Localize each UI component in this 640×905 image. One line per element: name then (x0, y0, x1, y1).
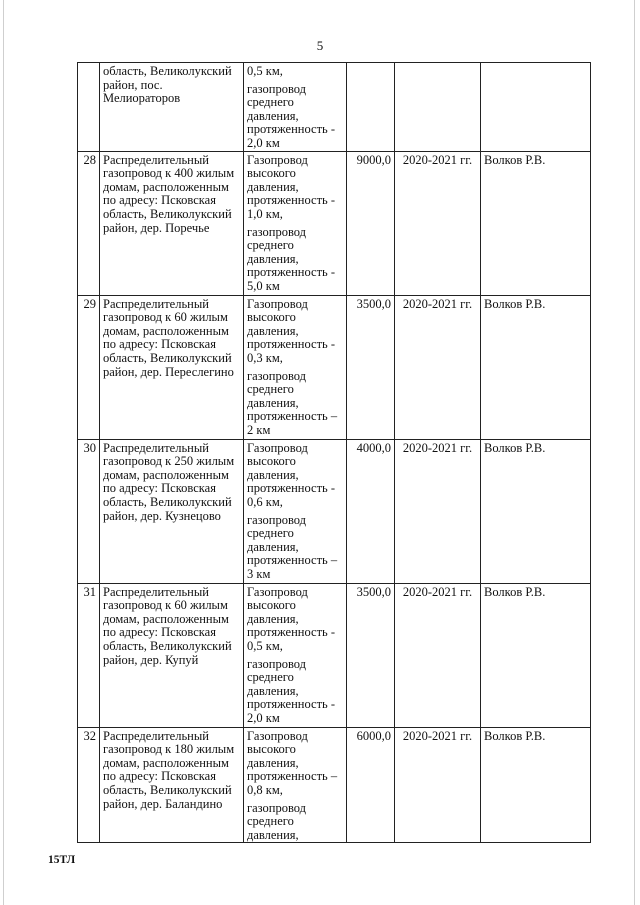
responsible-person-cell: Волков Р.В. (481, 439, 591, 583)
footer-code: 15ТЛ (48, 854, 76, 866)
pipeline-spec-cell (244, 439, 347, 583)
row-number-cell (78, 63, 100, 152)
object-description-cell: область, Великолукский район, пос. Мелиораторов (100, 63, 244, 152)
table-row (78, 439, 591, 583)
page-number: 5 (316, 38, 324, 53)
object-description-cell: Распределительный газопровод к 60 жилым домам, расположенным по адресу: Псковская область, Великолукский район, дер. Переслегино (100, 295, 244, 439)
period-cell: 2020-2021 гг. (395, 727, 481, 843)
table-body (78, 63, 591, 843)
pipeline-spec-line: газопровод среднего давления, протяженность – 2 км (247, 368, 338, 437)
pipeline-spec-line: газопровод среднего давления, протяженность - 5,0 км (247, 224, 336, 293)
object-description-cell: Распределительный газопровод к 180 жилым домам, расположенным по адресу: Псковская область, Великолукский район, дер. Баландино (100, 727, 244, 843)
pipeline-spec-cell (244, 727, 347, 843)
pipeline-spec-line: газопровод среднего давления, протяженность - 2,0 км (247, 656, 336, 725)
pipeline-spec-line: газопровод среднего давления, протяженность - 2,0 км (247, 81, 336, 150)
object-description-cell: Распределительный газопровод к 400 жилым домам, расположенным по адресу: Псковская область, Великолукский район, дер. Поречье (100, 151, 244, 295)
cost-cell: 6000,0 (347, 727, 395, 843)
cost-cell: 4000,0 (347, 439, 395, 583)
period-cell (395, 63, 481, 152)
scan-edge-right (634, 0, 635, 905)
pipeline-spec-line: Газопровод высокого давления, протяженность - 0,3 км, (247, 296, 336, 365)
cost-cell: 9000,0 (347, 151, 395, 295)
pipeline-spec-line: Газопровод высокого давления, протяженность - 1,0 км, (247, 152, 336, 221)
row-number-cell: 29 (78, 295, 100, 439)
row-number-cell: 32 (78, 727, 100, 843)
table-row (78, 727, 591, 843)
responsible-person-cell: Волков Р.В. (481, 727, 591, 843)
object-description-cell: Распределительный газопровод к 60 жилым домам, расположенным по адресу: Псковская область, Великолукский район, дер. Купуй (100, 583, 244, 727)
pipeline-spec-line: Газопровод высокого давления, протяженность - 0,5 км, (247, 584, 336, 653)
pipeline-spec-line: Газопровод высокого давления, протяженность – 0,8 км, (247, 728, 338, 797)
responsible-person-cell: Волков Р.В. (481, 151, 591, 295)
table-row (78, 583, 591, 727)
pipeline-spec-line: Газопровод высокого давления, протяженность - 0,6 км, (247, 440, 336, 509)
responsible-person-cell: Волков Р.В. (481, 295, 591, 439)
pipeline-spec-line: газопровод среднего давления, (247, 800, 307, 842)
object-description-cell: Распределительный газопровод к 250 жилым домам, расположенным по адресу: Псковская область, Великолукский район, дер. Кузнецово (100, 439, 244, 583)
period-cell: 2020-2021 гг. (395, 295, 481, 439)
responsible-person-cell: Волков Р.В. (481, 583, 591, 727)
responsible-person-cell (481, 63, 591, 152)
period-cell: 2020-2021 гг. (395, 151, 481, 295)
gas-pipeline-table (77, 62, 591, 843)
table-row (78, 63, 591, 152)
pipeline-spec-line: газопровод среднего давления, протяженность – 3 км (247, 512, 338, 581)
period-cell: 2020-2021 гг. (395, 583, 481, 727)
pipeline-spec-cell (244, 295, 347, 439)
cost-cell: 3500,0 (347, 295, 395, 439)
scan-edge-left (3, 0, 4, 905)
pipeline-spec-cell (244, 583, 347, 727)
row-number-cell: 31 (78, 583, 100, 727)
pipeline-spec-line: 0,5 км, (247, 64, 283, 78)
pipeline-spec-cell (244, 63, 347, 152)
pipeline-spec-cell (244, 151, 347, 295)
row-number-cell: 30 (78, 439, 100, 583)
period-cell: 2020-2021 гг. (395, 439, 481, 583)
cost-cell: 3500,0 (347, 583, 395, 727)
table-row (78, 151, 591, 295)
table-row (78, 295, 591, 439)
row-number-cell: 28 (78, 151, 100, 295)
cost-cell (347, 63, 395, 152)
